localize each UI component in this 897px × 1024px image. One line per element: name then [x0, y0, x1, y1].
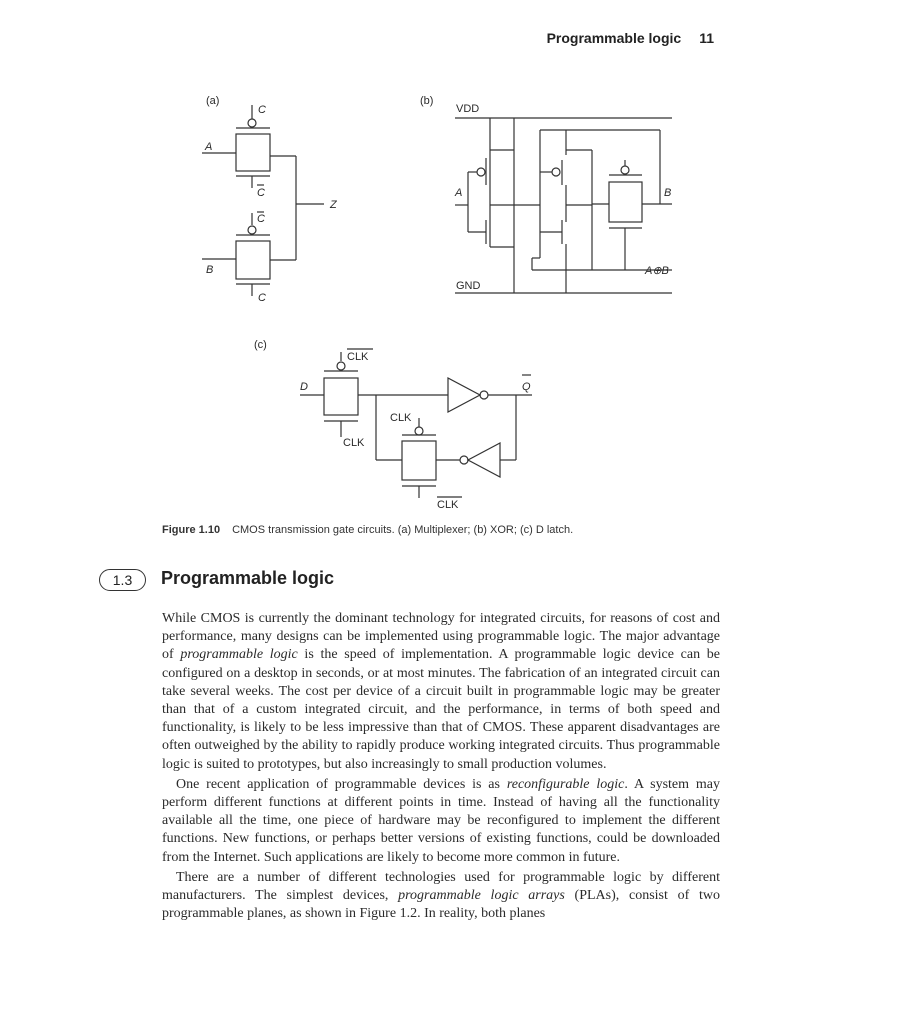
panel-c-q-output: Q: [522, 381, 531, 393]
paragraph-3-text-a: There are a number of different technologies used for programmable logic by different manufacturers. The simplest devices,: [162, 869, 720, 904]
body-text: [162, 610, 720, 923]
paragraph-2-text-a: One recent application of programmable devices is as: [176, 776, 507, 792]
panel-a-ctrl-c2: C: [258, 292, 266, 304]
panel-a-input-a: A: [205, 141, 213, 153]
paragraph-3-text-b: (PLAs), consist of two programmable planes, as shown in Figure 1.2. In reality, both planes: [162, 888, 720, 922]
paragraph-1-text-a: While CMOS is currently the dominant technology for integrated circuits, for reasons of cost and performance, many designs can be implemented using programmable logic. The major advantage of: [162, 611, 720, 663]
panel-a-ctrl-cbar: C: [257, 187, 265, 199]
paragraph-2: [162, 776, 720, 867]
panel-b-input-a: A: [455, 187, 463, 199]
figure-caption: [162, 524, 762, 536]
panel-a-output-z: Z: [330, 199, 337, 211]
page-number: 11: [699, 30, 714, 46]
running-header-title: Programmable logic: [546, 30, 682, 46]
panel-a-input-b: B: [206, 264, 214, 276]
term-reconfigurable-logic: reconfigurable logic: [506, 776, 625, 792]
paragraph-1: [162, 610, 720, 774]
figure-caption-text: CMOS transmission gate circuits. (a) Multiplexer; (b) XOR; (c) D latch.: [232, 524, 574, 536]
panel-a-ctrl-cbar2: C: [257, 213, 265, 225]
panel-b-vdd: VDD: [456, 103, 480, 115]
panel-c-label: (c): [254, 339, 267, 351]
paragraph-2-text-b: . A system may perform different functions at different points in time. Instead of having all the functionality available all the time, one piece of hardware may be reconfigured to implement the different functions. New functions, or perhaps better versions of existing functions, could be downloaded from the Internet. Such applications are likely to become more common in future.: [162, 776, 720, 865]
panel-c-d-input: D: [300, 381, 308, 393]
paragraph-1-text-b: is the speed of implementation. A programmable logic device can be configured on a desktop in seconds, or at most minutes. The fabrication of an integrated circuit can take several weeks. The cost per device of a circuit built in programmable logic may be greater than that of a custom integrated circuit, and the performance, in terms of both speed and functionality, is likely to be less impressive than that of CMOS. These apparent disadvantages are often outweighed by the ability to rapidly produce working integrated circuits. Thus programmable logic is suited to prototypes, but also increasingly to small production volumes.: [162, 647, 721, 772]
section-title: Programmable logic: [161, 568, 335, 588]
term-programmable-logic-arrays: programmable logic arrays: [398, 888, 565, 904]
panel-b-gnd: GND: [456, 280, 481, 292]
panel-a-ctrl-c: C: [258, 104, 266, 116]
term-programmable-logic: programmable logic: [180, 647, 298, 663]
panel-c-clk-fb-bar: CLK: [437, 499, 459, 511]
figure-caption-label: Figure 1.10: [162, 524, 221, 536]
panel-c-clk-bar-top: CLK: [347, 351, 369, 363]
panel-a-label: (a): [206, 95, 220, 107]
panel-c-clk-fb: CLK: [390, 412, 412, 424]
panel-b-input-b: B: [664, 187, 672, 199]
paragraph-3: [162, 869, 720, 924]
section-number-badge: 1.3: [99, 569, 146, 591]
panel-b-label: (b): [420, 95, 434, 107]
panel-c-clk-bottom: CLK: [343, 437, 365, 449]
panel-b-output-xor: A⊕B: [645, 265, 669, 277]
